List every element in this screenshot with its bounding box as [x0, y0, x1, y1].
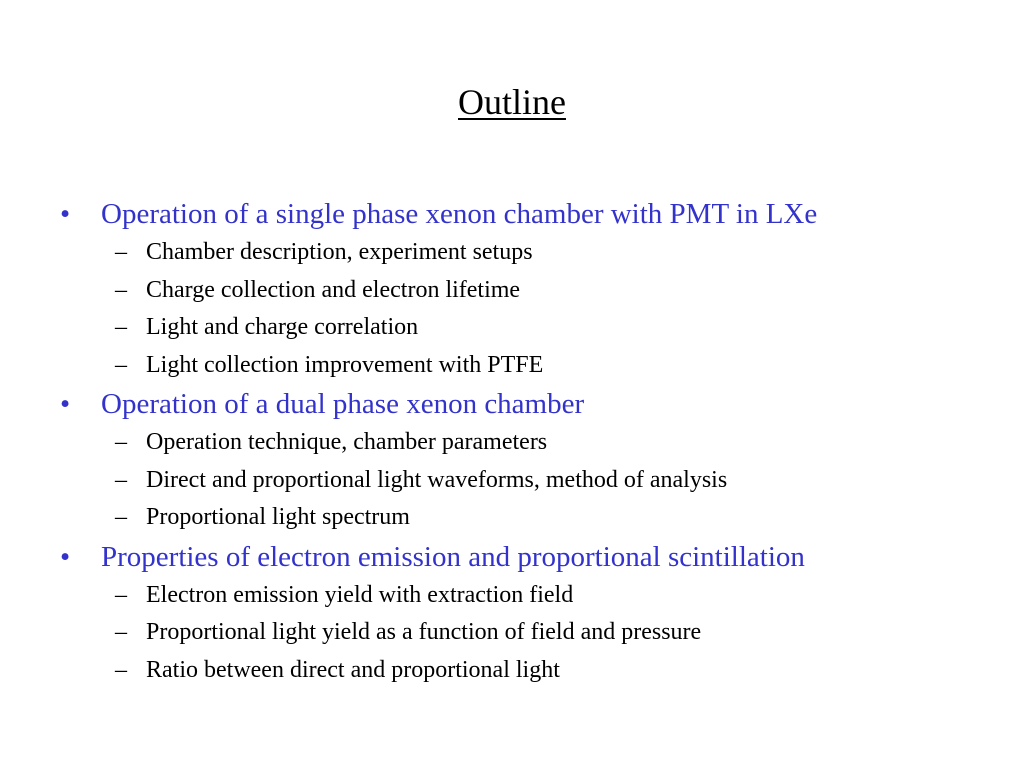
- sub-item-text: Chamber description, experiment setups: [146, 239, 533, 265]
- dash-marker: –: [115, 619, 127, 645]
- section-heading: Operation of a dual phase xenon chamber: [101, 388, 585, 420]
- sub-item-text: Operation technique, chamber parameters: [146, 429, 548, 455]
- outline-list: [60, 194, 1000, 689]
- section-item: [60, 537, 1000, 690]
- sub-item-text: Proportional light yield as a function of field and pressure: [146, 619, 702, 645]
- section-item: [60, 384, 1000, 537]
- section-row: [60, 194, 1000, 234]
- sub-item: [60, 614, 1000, 652]
- sub-item: [60, 462, 1000, 500]
- dash-marker: –: [115, 504, 127, 530]
- section-item: [60, 194, 1000, 384]
- sub-item: [60, 652, 1000, 690]
- sub-item: [60, 234, 1000, 272]
- sub-item: [60, 309, 1000, 347]
- bullet-marker: •: [60, 388, 71, 420]
- sub-list: [60, 424, 1000, 537]
- sub-item-text: Light collection improvement with PTFE: [146, 351, 544, 378]
- dash-marker: –: [115, 314, 127, 340]
- section-row: [60, 537, 1000, 577]
- section-row: [60, 384, 1000, 424]
- sub-item-text: Light and charge correlation: [146, 314, 419, 340]
- sub-item: [60, 272, 1000, 310]
- sub-list: [60, 234, 1000, 384]
- sub-item-text: Electron emission yield with extraction field: [146, 581, 574, 608]
- dash-marker: –: [115, 429, 127, 455]
- section-heading: Operation of a single phase xenon chamber with PMT in LXe: [101, 198, 818, 230]
- slide-title: Outline: [458, 82, 566, 122]
- bullet-marker: •: [60, 198, 71, 230]
- sub-item-text: Ratio between direct and proportional light: [146, 656, 560, 683]
- sub-item: [60, 347, 1000, 385]
- sub-item-text: Direct and proportional light waveforms, method of analysis: [146, 466, 728, 493]
- bullet-marker: •: [60, 540, 71, 573]
- sub-item-text: Proportional light spectrum: [146, 504, 410, 530]
- sub-item-text: Charge collection and electron lifetime: [146, 276, 521, 303]
- sub-item: [60, 499, 1000, 537]
- dash-marker: –: [115, 239, 127, 265]
- sub-list: [60, 577, 1000, 690]
- dash-marker: –: [115, 581, 127, 608]
- sub-item: [60, 424, 1000, 462]
- dash-marker: –: [115, 351, 127, 378]
- sub-item: [60, 577, 1000, 615]
- section-heading: Properties of electron emission and proportional scintillation: [101, 540, 805, 573]
- dash-marker: –: [115, 276, 127, 303]
- dash-marker: –: [115, 656, 127, 683]
- dash-marker: –: [115, 466, 127, 493]
